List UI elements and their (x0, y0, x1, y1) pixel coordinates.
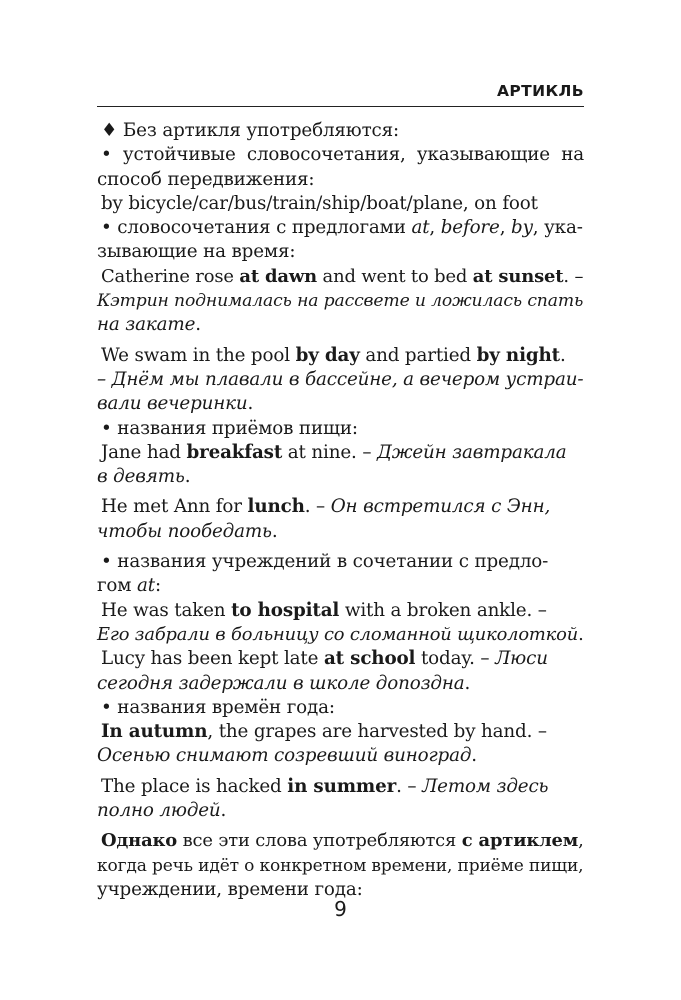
italic-phrase: на закате (97, 314, 196, 336)
text-segment: He was taken (101, 599, 232, 621)
text-line (97, 119, 584, 143)
text-segment: Catherine rose (101, 265, 240, 287)
italic-phrase: at (137, 575, 155, 597)
text-segment: . – (396, 775, 423, 797)
text-line (97, 672, 584, 696)
italic-phrase: чтобы пообедать (97, 520, 272, 542)
italic-phrase: – Днём мы плавали в бассейне, а вечером устраи- (97, 368, 584, 390)
text-line (97, 216, 584, 240)
bold-phrase: at sunset (472, 265, 564, 287)
text-line (97, 696, 584, 720)
text-segment: . – (304, 496, 331, 518)
italic-phrase: Джейн завтракала (376, 441, 567, 463)
text-segment: зывающие на время: (97, 241, 296, 263)
text-line (97, 829, 584, 853)
text-segment: . (220, 800, 227, 822)
text-line (97, 550, 584, 574)
text-line (97, 265, 584, 289)
text-line (97, 720, 584, 744)
text-segment: He met Ann for (101, 496, 248, 518)
text-segment: , (499, 217, 512, 239)
text-line (97, 240, 584, 264)
text-segment: . (578, 623, 584, 645)
text-line (97, 441, 584, 465)
text-line (97, 344, 584, 368)
text-segment: today. – (415, 648, 496, 670)
italic-phrase: Он встретился с Энн, (330, 496, 551, 518)
text-line (97, 495, 584, 519)
text-segment: . (464, 672, 471, 694)
text-segment: by bicycle/car/bus/train/ship/boat/plane, on foot (101, 192, 538, 214)
bold-phrase: at school (323, 648, 416, 670)
text-segment: We swam in the pool (101, 344, 296, 366)
header-title: АРТИКЛЬ (496, 82, 584, 100)
text-segment: . (247, 393, 254, 415)
text-segment: • словосочетания с предлогами (101, 217, 412, 239)
text-segment: , ука- (532, 217, 583, 239)
bold-phrase: by day (295, 344, 360, 366)
text-segment: ♦ Без артикля употребляются: (101, 120, 400, 141)
italic-phrase: before (440, 217, 500, 239)
text-segment: . (471, 745, 477, 767)
text-segment: . (195, 314, 201, 336)
text-segment: and went to bed (317, 265, 473, 287)
text-segment: and partied (359, 344, 477, 366)
text-line (97, 854, 584, 878)
text-segment: • названия времён года: (101, 696, 335, 718)
text-line (97, 599, 584, 623)
text-line (97, 775, 584, 799)
text-line (97, 465, 584, 489)
text-line (97, 574, 584, 598)
italic-phrase: Его забрали в больницу со сломанной щиколоткой (97, 623, 579, 645)
bold-phrase: at dawn (239, 265, 318, 287)
text-segment: Lucy has been kept late (101, 648, 324, 670)
text-line (97, 368, 584, 392)
text-line (97, 799, 584, 823)
text-segment: , (429, 217, 441, 239)
italic-phrase: by (511, 217, 533, 239)
italic-phrase: at (411, 217, 430, 239)
page-number: 9 (334, 897, 347, 921)
text-line (97, 647, 584, 671)
text-segment: . – (563, 265, 584, 287)
bold-phrase: to hospital (231, 599, 340, 621)
text-line (97, 744, 584, 768)
text-line (97, 168, 584, 192)
italic-phrase: Кэтрин поднималась на рассвете и ложилась спать (97, 291, 584, 312)
italic-phrase: в девять (97, 466, 185, 488)
italic-phrase: сегодня задержали в школе допоздна (97, 672, 465, 694)
text-segment: . (271, 520, 278, 542)
text-line (97, 417, 584, 441)
text-segment: Jane had (101, 441, 187, 463)
text-segment: • названия учреждений в сочетании с предло- (101, 551, 549, 573)
bold-phrase: In autumn (101, 721, 208, 743)
text-line (97, 520, 584, 544)
text-line (97, 623, 584, 647)
text-segment: • устойчивые словосочетания, указывающие на (101, 144, 584, 166)
text-segment: with a broken ankle. – (339, 599, 547, 621)
text-line (97, 192, 584, 216)
italic-phrase: вали вечеринки (97, 393, 248, 415)
text-segment: учреждении, времени года: (97, 878, 363, 900)
bold-phrase: breakfast (186, 441, 283, 463)
text-segment: . (184, 466, 191, 488)
text-line (97, 313, 584, 337)
text-segment: , (578, 830, 584, 852)
italic-phrase: Летом здесь (422, 775, 549, 797)
text-segment: способ передвижения: (97, 168, 315, 190)
text-line (97, 392, 584, 416)
text-segment: : (154, 575, 161, 597)
bold-phrase: in summer (287, 775, 397, 797)
text-line (97, 289, 584, 313)
text-line (97, 143, 584, 167)
italic-phrase: Осенью снимают созревший виноград (97, 745, 472, 767)
text-segment: все эти слова употребляются (177, 830, 462, 852)
text-segment: at nine. – (282, 441, 377, 463)
text-segment: , the grapes are harvested by hand. – (207, 721, 547, 743)
italic-phrase: полно людей (97, 800, 221, 822)
text-segment: . (559, 344, 566, 366)
text-segment: когда речь идёт о конкретном времени, приёме пищи, (97, 855, 584, 876)
bold-phrase: lunch (247, 496, 305, 518)
running-header (97, 78, 584, 107)
italic-phrase: Люси (495, 648, 548, 670)
text-segment: гом (97, 575, 138, 597)
page-body (97, 119, 584, 902)
text-segment: The place is hacked (101, 775, 288, 797)
text-segment: • названия приёмов пищи: (101, 417, 358, 439)
bold-phrase: Однако (101, 830, 178, 852)
bold-phrase: by night (476, 344, 560, 366)
bold-phrase: с артиклем (461, 830, 579, 852)
